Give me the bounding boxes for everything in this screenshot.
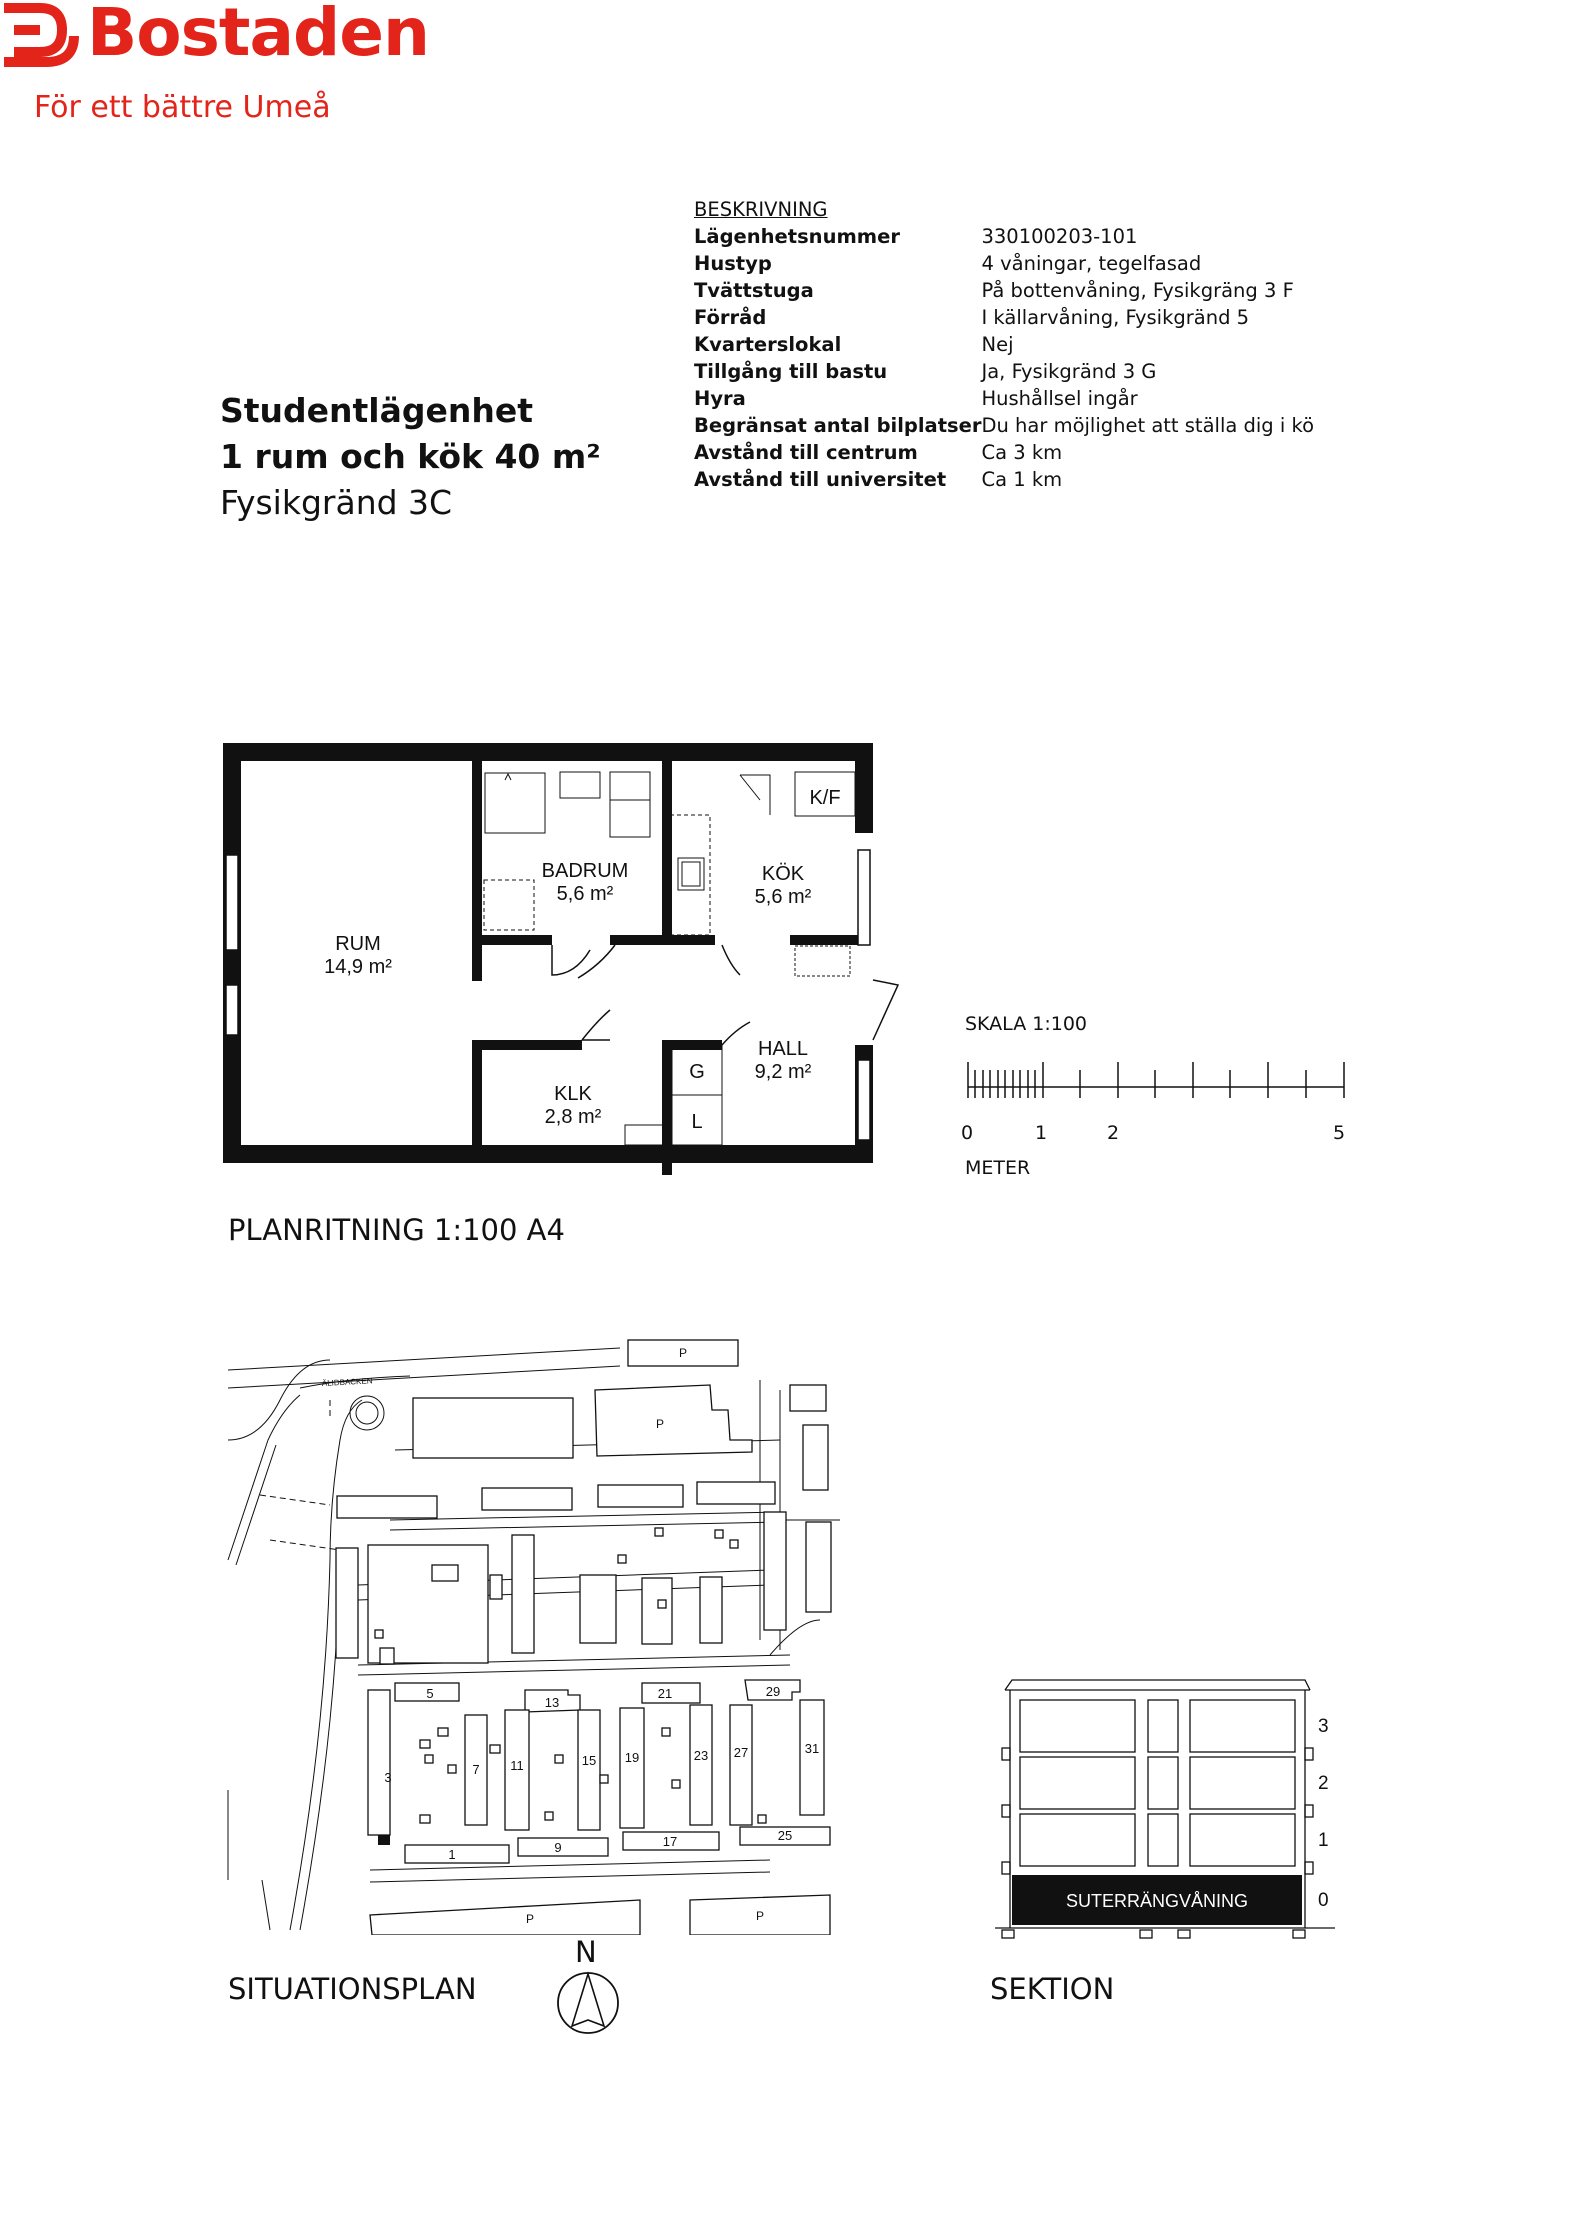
house-number: 3 <box>384 1770 392 1785</box>
parking-label: P <box>655 1417 665 1431</box>
site-plan-buildings <box>336 1340 831 1935</box>
house-number: 31 <box>804 1741 820 1756</box>
floor-number: 2 <box>1318 1773 1329 1794</box>
site-plan-marker <box>378 1835 390 1845</box>
fixture-label-g: G <box>689 1061 705 1083</box>
description-key: Hyra <box>694 387 746 410</box>
north-label: N <box>575 1935 597 1969</box>
description-row <box>694 385 1314 412</box>
room-area-badrum: 5,6 m² <box>556 883 614 905</box>
description-row <box>694 439 1314 466</box>
description-row <box>694 223 1314 250</box>
house-number: 21 <box>657 1686 673 1701</box>
room-area-kok: 5,6 m² <box>754 886 812 908</box>
description-key: Avstånd till universitet <box>694 468 947 491</box>
description-key: Kvarterslokal <box>694 333 842 356</box>
street-label: ÄLIDBACKEN <box>321 1376 373 1388</box>
floor-number: 0 <box>1318 1890 1329 1911</box>
apartment-title <box>220 388 601 526</box>
room-area-klk: 2,8 m² <box>544 1106 602 1128</box>
description-key: Förråd <box>694 306 767 329</box>
basement-label: SUTERRÄNGVÅNING <box>1065 1891 1249 1911</box>
description-row <box>694 466 1314 493</box>
description-key: Tillgång till bastu <box>694 360 888 383</box>
description-value: Hushållsel ingår <box>981 387 1138 410</box>
description-value: Ja, Fysikgränd 3 G <box>981 360 1157 383</box>
fixture-label-l: L <box>691 1111 703 1133</box>
floor-number: 3 <box>1318 1716 1329 1737</box>
scale-tick-2: 2 <box>1107 1122 1120 1144</box>
description-row <box>694 358 1314 385</box>
room-name-badrum: BADRUM <box>541 860 629 882</box>
floor-plan-caption: PLANRITNING 1:100 A4 <box>228 1213 565 1247</box>
section-drawing <box>995 1665 1345 1950</box>
description-value: Du har möjlighet att ställa dig i kö <box>981 414 1315 437</box>
scale-title: SKALA 1:100 <box>965 1013 1087 1035</box>
description-key: Tvättstuga <box>694 279 814 302</box>
floor-number: 1 <box>1318 1830 1329 1851</box>
description-value: Nej <box>981 333 1014 356</box>
scale-unit: METER <box>965 1157 1031 1179</box>
scale-tick-5: 5 <box>1333 1122 1346 1144</box>
floor-plan-doors <box>552 945 898 1045</box>
description-value: På bottenvåning, Fysikgräng 3 F <box>981 279 1294 302</box>
scale-bar <box>960 1050 1355 1100</box>
house-number: 29 <box>765 1684 781 1699</box>
parking-label: P <box>525 1912 535 1926</box>
house-number: 11 <box>510 1758 524 1773</box>
description-key: Begränsat antal bilplatser <box>694 414 982 437</box>
description-table <box>694 223 1314 493</box>
house-number: 5 <box>426 1686 434 1701</box>
brand-logo <box>0 0 430 130</box>
room-name-rum: RUM <box>335 933 381 955</box>
description-key: Avstånd till centrum <box>694 441 918 464</box>
room-name-hall: HALL <box>757 1038 809 1060</box>
site-plan-map <box>220 1335 850 1935</box>
description-row <box>694 277 1314 304</box>
north-arrow-icon <box>555 1970 621 2036</box>
floor-numbers <box>1318 1716 1329 1911</box>
brand-tagline: För ett bättre Umeå <box>34 90 331 125</box>
description-value: 330100203-101 <box>981 225 1138 248</box>
house-number: 15 <box>581 1753 597 1768</box>
description-row <box>694 250 1314 277</box>
apartment-type: Studentlägenhet <box>220 391 534 430</box>
house-number: 27 <box>733 1745 749 1760</box>
floor-plan <box>215 735 915 1185</box>
section-caption: SEKTION <box>990 1972 1115 2006</box>
room-name-kok: KÖK <box>761 863 805 885</box>
brand-name: Bostaden <box>87 0 430 71</box>
house-number: 17 <box>662 1834 678 1849</box>
description-heading: BESKRIVNING <box>694 198 828 221</box>
bostaden-logo-mark-icon <box>0 0 80 70</box>
house-number: 13 <box>544 1695 560 1710</box>
parking-label: P <box>755 1909 765 1923</box>
room-area-hall: 9,2 m² <box>754 1061 812 1083</box>
site-plan-caption: SITUATIONSPLAN <box>228 1972 477 2006</box>
description-row <box>694 412 1314 439</box>
house-number: 9 <box>554 1840 562 1855</box>
description-value: Ca 3 km <box>981 441 1063 464</box>
description-row <box>694 331 1314 358</box>
description-value: Ca 1 km <box>981 468 1063 491</box>
description-row <box>694 304 1314 331</box>
description-value: 4 våningar, tegelfasad <box>981 252 1202 275</box>
description-key: Hustyp <box>694 252 772 275</box>
house-number: 7 <box>472 1762 480 1777</box>
house-number: 25 <box>777 1828 793 1843</box>
parking-label: P <box>678 1346 688 1360</box>
scale-tick-0: 0 <box>961 1122 974 1144</box>
room-name-klk: KLK <box>554 1083 592 1105</box>
description-panel <box>694 197 1314 493</box>
scale-tick-1: 1 <box>1035 1122 1048 1144</box>
room-area-rum: 14,9 m² <box>324 956 392 978</box>
house-number: 23 <box>693 1748 709 1763</box>
description-key: Lägenhetsnummer <box>694 225 900 248</box>
site-plan-paths <box>260 1400 340 1550</box>
fridge-label: K/F <box>809 787 841 809</box>
description-value: I källarvåning, Fysikgränd 5 <box>981 306 1250 329</box>
apartment-size: 1 rum och kök 40 m² <box>220 437 601 476</box>
apartment-address: Fysikgränd 3C <box>220 483 453 522</box>
house-number: 1 <box>448 1847 456 1862</box>
house-number: 19 <box>624 1750 640 1765</box>
